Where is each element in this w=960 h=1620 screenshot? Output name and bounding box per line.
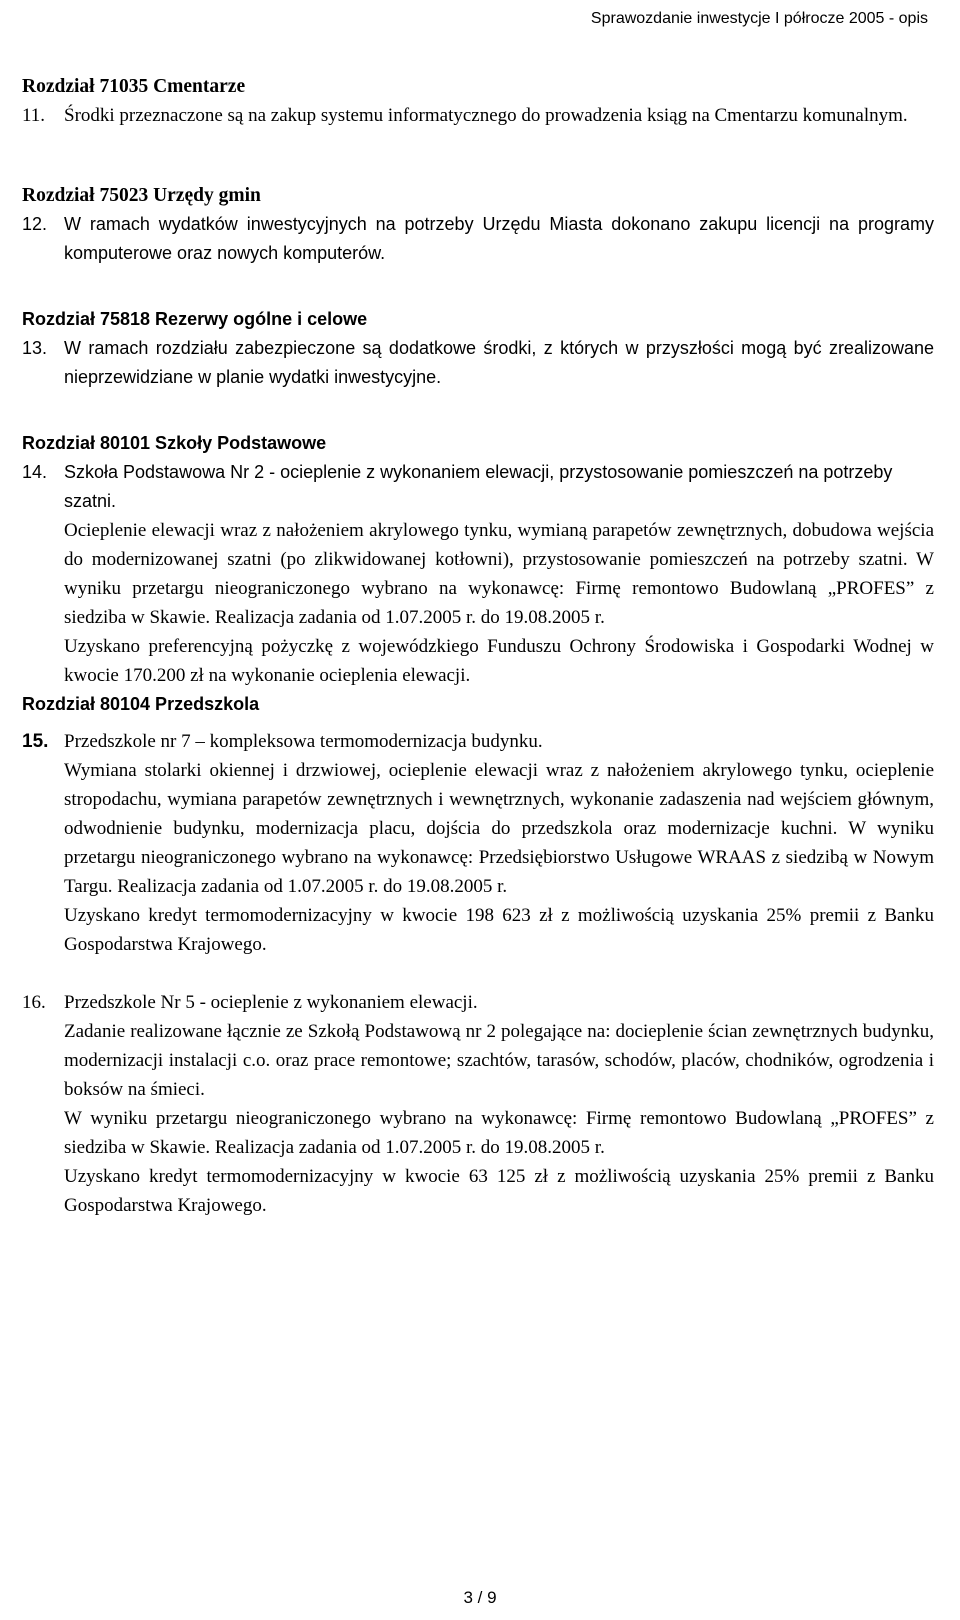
item-paragraph: Uzyskano kredyt termomodernizacyjny w kwocie 198 623 zł z możliwością uzyskania 25% premii z Banku Gospodarstwa Krajowego. xyxy=(64,905,934,955)
item-paragraph: Uzyskano preferencyjną pożyczkę z wojewódzkiego Funduszu Ochrony Środowiska i Gospodarki Wodnej w kwocie 170.200 zł na wykonanie ocieplenia elewacji. xyxy=(64,636,934,686)
item-number: 15. xyxy=(22,731,49,752)
item-text: W ramach rozdziału zabezpieczone są dodatkowe środki, z których w przyszłości mogą być zrealizowane nieprzewidziane w planie wydatki inwestycyjne. xyxy=(64,338,934,387)
item-title: Przedszkole nr 7 – kompleksowa termomodernizacja budynku. xyxy=(64,731,543,752)
item-number: 14. xyxy=(22,462,48,482)
list-item-15 xyxy=(22,727,934,959)
list-item-16 xyxy=(22,988,934,1220)
item-paragraph: Wymiana stolarki okiennej i drzwiowej, ocieplenie elewacji wraz z nałożeniem akrylowego tynku, ocieplenie stropodachu, wymiana parapetów zewnętrznych i wewnętrznych, wykonanie zadaszenia nad wejściem głównym, odwodnienie budynku, modernizacja placu, dojścia do przedszkola oraz modernizacje kuchni. W wyniku przetargu nieograniczonego wybrano na wykonawcę: Przedsiębiorstwo Usługowe WRAAS z siedzibą w Nowym Targu. Realizacja zadania od 1.07.2005 r. do 19.08.2005 r. xyxy=(64,760,934,897)
item-number: 11. xyxy=(22,105,46,126)
section-heading-75818: Rozdział 75818 Rezerwy ogólne i celowe xyxy=(22,309,368,329)
item-text: Środki przeznaczone są na zakup systemu informatycznego do prowadzenia ksiąg na Cmentarzu komunalnym. xyxy=(64,105,908,126)
section-heading-75023: Rozdział 75023 Urzędy gmin xyxy=(22,185,261,206)
document-header: Sprawozdanie inwestycje I półrocze 2005 - opis xyxy=(590,10,928,27)
item-paragraph: Ocieplenie elewacji wraz z nałożeniem akrylowego tynku, wymianą parapetów zewnętrznych, dobudowa wejścia do modernizowanej szatni (po zlikwidowanej kotłowni), przystosowanie pomieszczeń na potrzeby szatni. W wyniku przetargu nieograniczonego wybrano na wykonawcę: Firmę remontowo Budowlaną „PROFES” z siedziba w Skawie. Realizacja zadania od 1.07.2005 r. do 19.08.2005 r. xyxy=(64,520,934,628)
item-text: W ramach wydatków inwestycyjnych na potrzeby Urzędu Miasta dokonano zakupu licencji na programy komputerowe oraz nowych komputerów. xyxy=(64,214,934,263)
item-title: Przedszkole Nr 5 - ocieplenie z wykonaniem elewacji. xyxy=(64,992,478,1013)
item-title: Szkoła Podstawowa Nr 2 - ocieplenie z wykonaniem elewacji, przystosowanie pomieszczeń na potrzeby szatni. xyxy=(64,462,893,511)
section-heading-80104: Rozdział 80104 Przedszkola xyxy=(22,694,260,714)
document-body xyxy=(22,72,934,1220)
page-number: 3 / 9 xyxy=(463,1588,497,1607)
item-paragraph: Zadanie realizowane łącznie ze Szkołą Podstawową nr 2 polegające na: docieplenie ścian zewnętrznych budynku, modernizacji instalacji c.o. oraz prace remontowe; szachtów, tarasów, schodów, placów, chodników, ogrodzenia i boksów na śmieci. xyxy=(64,1021,934,1100)
item-paragraph: W wyniku przetargu nieograniczonego wybrano na wykonawcę: Firmę remontowo Budowlaną „PROFES” z siedziba w Skawie. Realizacja zadania od 1.07.2005 r. do 19.08.2005 r. xyxy=(64,1108,934,1158)
list-item-12 xyxy=(22,210,934,268)
section-heading-71035: Rozdział 71035 Cmentarze xyxy=(22,76,246,97)
item-number: 16. xyxy=(22,992,46,1013)
list-item-13 xyxy=(22,334,934,392)
item-number: 12. xyxy=(22,214,48,234)
list-item-14 xyxy=(22,458,934,690)
item-number: 13. xyxy=(22,338,48,358)
list-item-11 xyxy=(22,101,934,130)
item-paragraph: Uzyskano kredyt termomodernizacyjny w kwocie 63 125 zł z możliwością uzyskania 25% premii z Banku Gospodarstwa Krajowego. xyxy=(64,1166,934,1216)
section-heading-80101: Rozdział 80101 Szkoły Podstawowe xyxy=(22,433,327,453)
